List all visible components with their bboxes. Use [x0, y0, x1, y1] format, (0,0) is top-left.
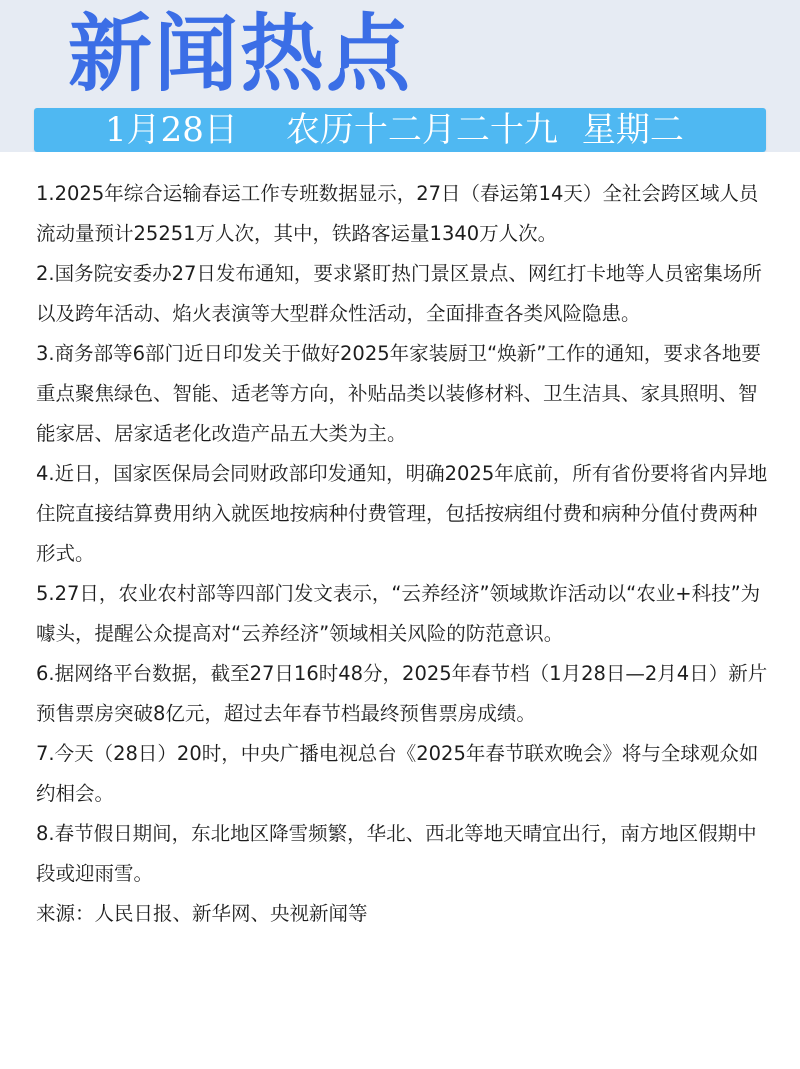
date-banner — [34, 108, 766, 152]
news-item-8: 8.春节假日期间，东北地区降雪频繁，华北、西北等地天晴宜出行，南方地区假期中段或迎雨雪。 — [36, 822, 757, 885]
date-label: 1月28日 — [105, 110, 238, 150]
news-item-2: 2.国务院安委办27日发布通知，要求紧盯热门景区景点、网红打卡地等人员密集场所以及跨年活动、焰火表演等大型群众性活动，全面排查各类风险隐患。 — [36, 262, 762, 325]
weekday-label: 星期二 — [581, 110, 684, 150]
news-item-4: 4.近日，国家医保局会同财政部印发通知，明确2025年底前，所有省份要将省内异地住院直接结算费用纳入就医地按病种付费管理，包括按病组付费和病种分值付费两种形式。 — [36, 462, 768, 565]
news-list — [36, 174, 776, 934]
news-item-3: 3.商务部等6部门近日印发关于做好2025年家装厨卫“焕新”工作的通知，要求各地要重点聚焦绿色、智能、适老等方向，补贴品类以装修材料、卫生洁具、家具照明、智能家居、居家适老化改造产品五大类为主。 — [36, 342, 761, 445]
source-note: 来源：人民日报、新华网、央视新闻等 — [36, 902, 368, 925]
news-item-7: 7.今天（28日）20时，中央广播电视总台《2025年春节联欢晚会》将与全球观众如约相会。 — [36, 742, 759, 805]
date-line — [105, 110, 684, 150]
news-item-5: 5.27日，农业农村部等四部门发文表示，“云养经济”领域欺诈活动以“农业+科技”为噱头，提醒公众提高对“云养经济”领域相关风险的防范意识。 — [36, 582, 761, 645]
page-title: 新闻热点 — [68, 5, 413, 103]
news-item-1: 1.2025年综合运输春运工作专班数据显示，27日（春运第14天）全社会跨区域人员流动量预计25251万人次，其中，铁路客运量1340万人次。 — [36, 182, 759, 245]
lunar-date-label: 农历十二月二十九 — [285, 110, 558, 150]
news-item-6: 6.据网络平台数据，截至27日16时48分，2025年春节档（1月28日—2月4日）新片预售票房突破8亿元，超过去年春节档最终预售票房成绩。 — [36, 662, 768, 725]
